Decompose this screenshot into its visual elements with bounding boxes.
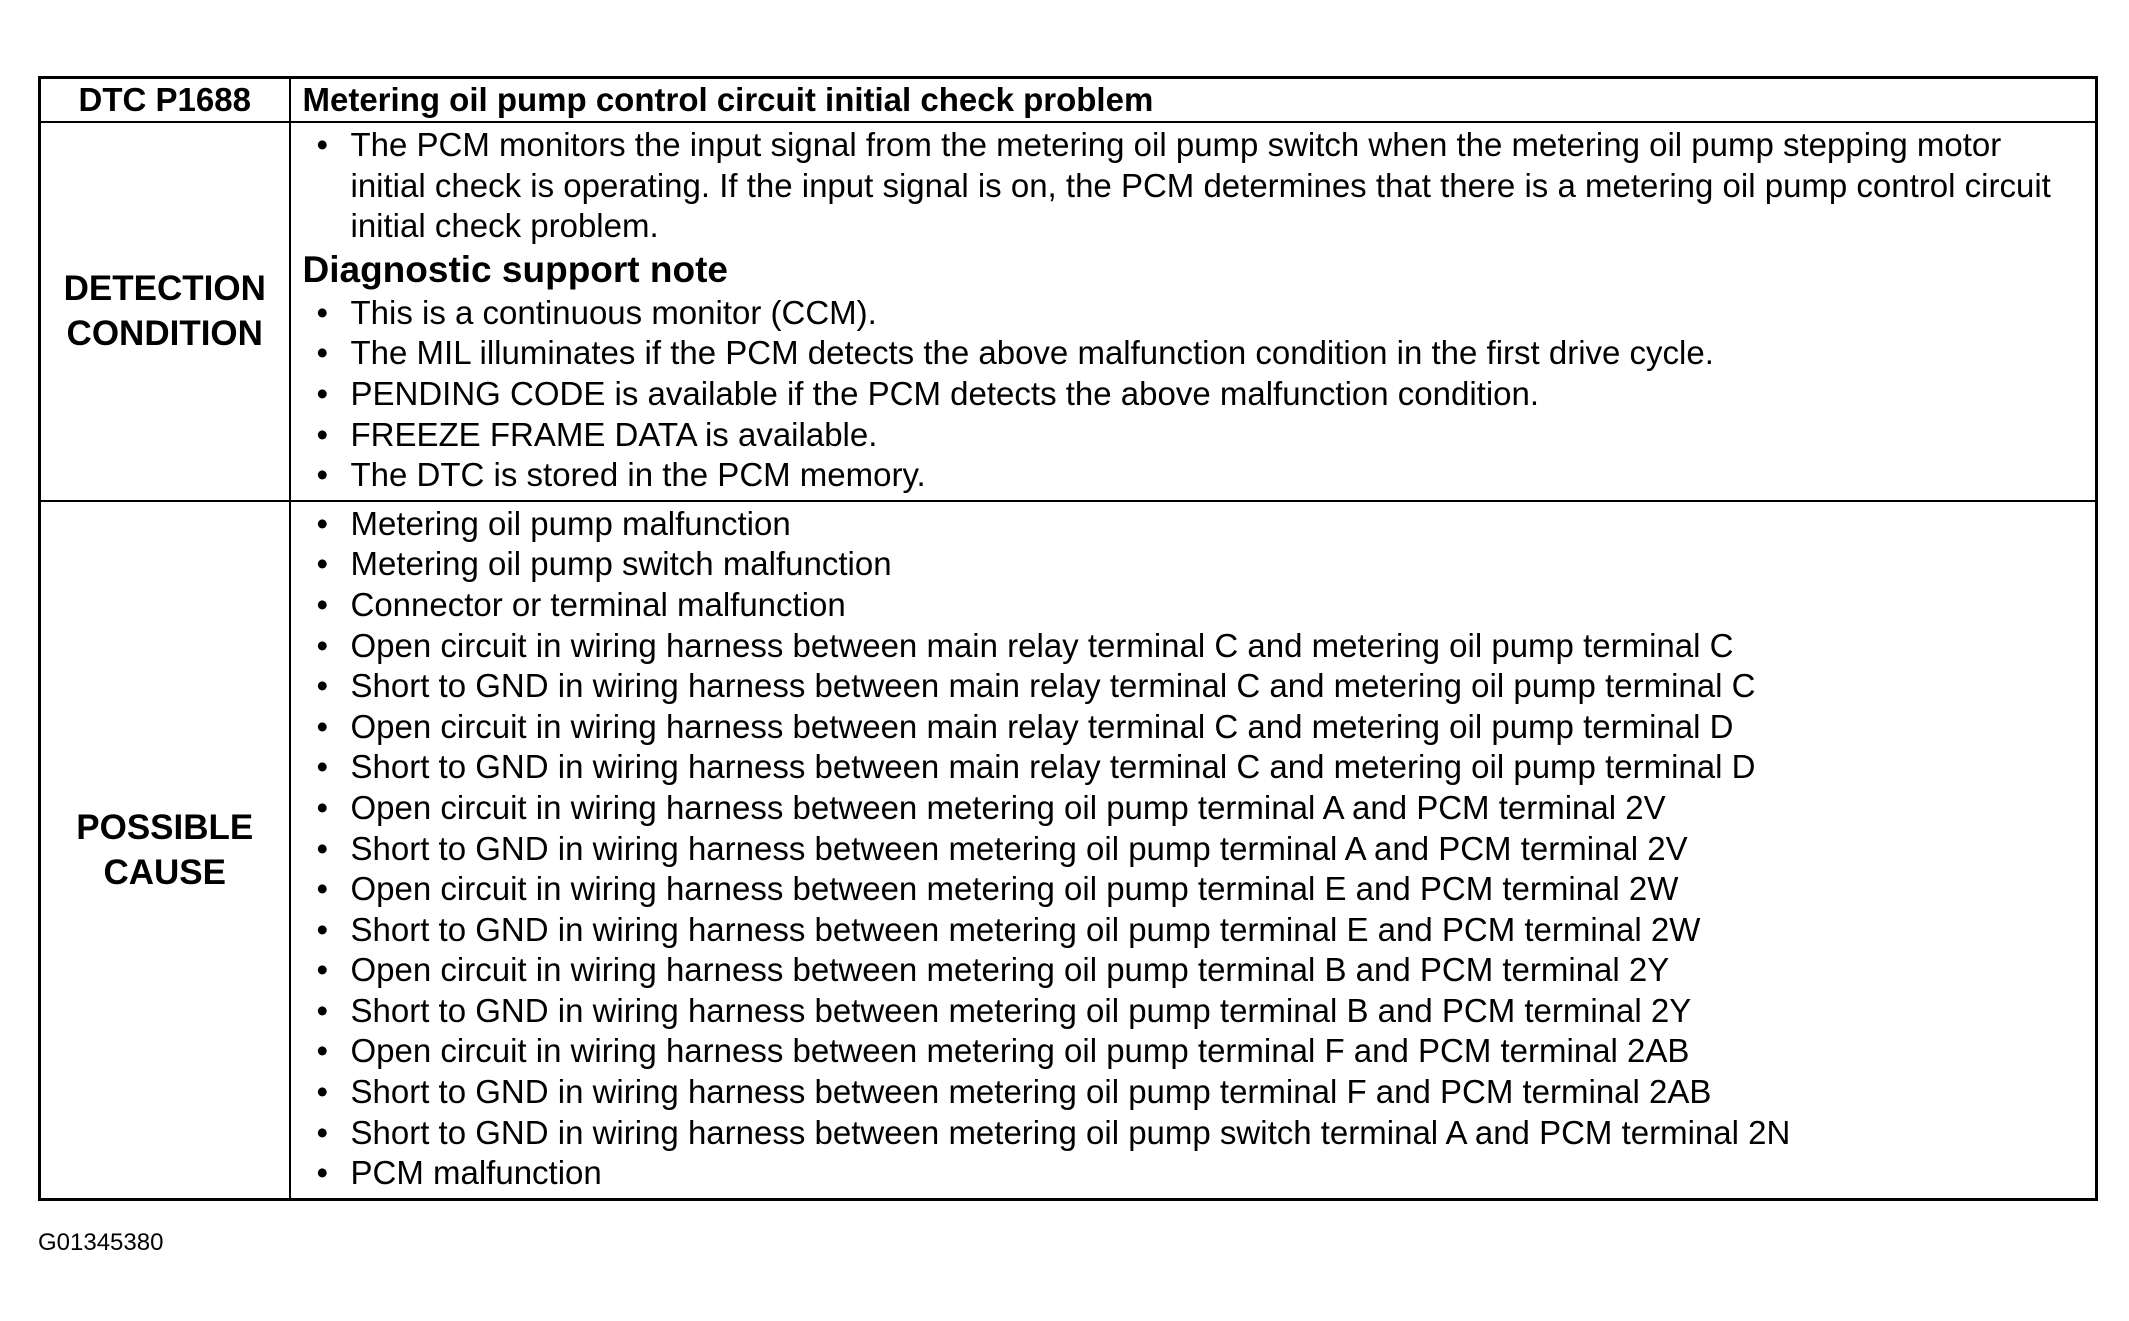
bullet-icon: • bbox=[316, 991, 329, 1029]
list-item bbox=[303, 504, 2082, 545]
possible-cause-list bbox=[303, 504, 2082, 1194]
list-item bbox=[303, 293, 2082, 334]
cause-text: Short to GND in wiring harness between metering oil pump terminal B and PCM terminal 2Y bbox=[350, 991, 1692, 1029]
bullet-icon: • bbox=[316, 1032, 329, 1070]
bullet-icon: • bbox=[316, 585, 329, 623]
list-item bbox=[303, 829, 2082, 870]
diagnostic-support-heading: Diagnostic support note bbox=[302, 248, 728, 290]
bullet-icon: • bbox=[316, 951, 329, 989]
cause-label-line1: POSSIBLE bbox=[76, 807, 254, 847]
bullet-icon: • bbox=[316, 788, 329, 826]
list-item bbox=[303, 415, 2082, 456]
bullet-icon: • bbox=[316, 910, 329, 948]
cause-text: Short to GND in wiring harness between metering oil pump terminal A and PCM terminal 2V bbox=[350, 829, 1688, 867]
cause-text: Open circuit in wiring harness between metering oil pump terminal F and PCM terminal 2AB bbox=[350, 1032, 1690, 1070]
list-item bbox=[303, 374, 2082, 415]
bullet-icon: • bbox=[316, 334, 329, 372]
bullet-icon: • bbox=[316, 126, 329, 163]
list-item bbox=[303, 455, 2082, 496]
bullet-icon: • bbox=[316, 374, 329, 412]
bullet-icon: • bbox=[316, 707, 329, 745]
cause-text: Short to GND in wiring harness between main relay terminal C and metering oil pump terminal C bbox=[350, 667, 1756, 705]
cause-label-line2: CAUSE bbox=[103, 852, 227, 892]
list-item bbox=[303, 125, 2082, 247]
detection-label-line2: CONDITION bbox=[66, 314, 263, 354]
list-item bbox=[303, 707, 2082, 748]
cause-text: Metering oil pump switch malfunction bbox=[350, 545, 892, 583]
detection-condition-row bbox=[40, 122, 2097, 501]
cause-text: Short to GND in wiring harness between metering oil pump terminal F and PCM terminal 2AB bbox=[350, 1073, 1712, 1111]
note-text: FREEZE FRAME DATA is available. bbox=[350, 415, 878, 453]
bullet-icon: • bbox=[316, 504, 329, 542]
possible-cause-row bbox=[40, 501, 2097, 1200]
detection-condition-content bbox=[290, 122, 2097, 501]
bullet-icon: • bbox=[316, 293, 329, 331]
list-item bbox=[303, 950, 2082, 991]
bullet-icon: • bbox=[316, 626, 329, 664]
list-item bbox=[303, 991, 2082, 1032]
bullet-icon: • bbox=[316, 415, 329, 453]
list-item bbox=[303, 1072, 2082, 1113]
list-item bbox=[303, 585, 2082, 626]
cause-text: Connector or terminal malfunction bbox=[350, 585, 846, 623]
cause-text: PCM malfunction bbox=[350, 1154, 602, 1192]
bullet-icon: • bbox=[316, 1154, 329, 1192]
bullet-icon: • bbox=[316, 667, 329, 705]
cause-text: Open circuit in wiring harness between metering oil pump terminal B and PCM terminal 2Y bbox=[350, 951, 1670, 989]
possible-cause-content bbox=[290, 501, 2097, 1200]
note-text: This is a continuous monitor (CCM). bbox=[350, 293, 877, 331]
detection-condition-label bbox=[40, 122, 290, 501]
list-item bbox=[303, 666, 2082, 707]
list-item bbox=[303, 626, 2082, 667]
list-item bbox=[303, 544, 2082, 585]
list-item bbox=[303, 1031, 2082, 1072]
cause-text: Short to GND in wiring harness between metering oil pump terminal E and PCM terminal 2W bbox=[350, 910, 1701, 948]
cause-text: Open circuit in wiring harness between metering oil pump terminal E and PCM terminal 2W bbox=[350, 870, 1679, 908]
bullet-icon: • bbox=[316, 456, 329, 494]
bullet-icon: • bbox=[316, 829, 329, 867]
list-item bbox=[303, 788, 2082, 829]
figure-id: G01345380 bbox=[38, 1229, 164, 1256]
note-text: PENDING CODE is available if the PCM detects the above malfunction condition. bbox=[350, 374, 1540, 412]
list-item bbox=[303, 910, 2082, 951]
bullet-icon: • bbox=[316, 1073, 329, 1111]
diagnostic-notes-list bbox=[303, 293, 2082, 496]
dtc-title: Metering oil pump control circuit initial check problem bbox=[290, 78, 2097, 123]
cause-text: Short to GND in wiring harness between metering oil pump switch terminal A and PCM terminal 2N bbox=[350, 1113, 1791, 1151]
list-item bbox=[303, 1113, 2082, 1154]
bullet-icon: • bbox=[316, 545, 329, 583]
cause-text: Metering oil pump malfunction bbox=[350, 504, 791, 542]
cause-text: Short to GND in wiring harness between main relay terminal C and metering oil pump terminal D bbox=[350, 748, 1756, 786]
note-text: The DTC is stored in the PCM memory. bbox=[350, 456, 926, 494]
detection-description-list bbox=[303, 125, 2082, 247]
detection-description: The PCM monitors the input signal from the metering oil pump switch when the metering oil pump stepping motor initial check is operating. If the input signal is on, the PCM determines that there is a metering oil pump control circuit initial check problem. bbox=[350, 126, 2051, 245]
bullet-icon: • bbox=[316, 1113, 329, 1151]
dtc-code: DTC P1688 bbox=[40, 78, 290, 123]
bullet-icon: • bbox=[316, 870, 329, 908]
header-row bbox=[40, 78, 2097, 123]
possible-cause-label bbox=[40, 501, 290, 1200]
dtc-table bbox=[38, 76, 2098, 1201]
detection-label-line1: DETECTION bbox=[63, 269, 266, 309]
list-item bbox=[303, 333, 2082, 374]
cause-text: Open circuit in wiring harness between main relay terminal C and metering oil pump terminal D bbox=[350, 707, 1734, 745]
list-item bbox=[303, 1153, 2082, 1194]
cause-text: Open circuit in wiring harness between metering oil pump terminal A and PCM terminal 2V bbox=[350, 788, 1666, 826]
bullet-icon: • bbox=[316, 748, 329, 786]
list-item bbox=[303, 747, 2082, 788]
note-text: The MIL illuminates if the PCM detects the above malfunction condition in the first drive cycle. bbox=[350, 334, 1714, 372]
list-item bbox=[303, 869, 2082, 910]
cause-text: Open circuit in wiring harness between main relay terminal C and metering oil pump terminal C bbox=[350, 626, 1734, 664]
